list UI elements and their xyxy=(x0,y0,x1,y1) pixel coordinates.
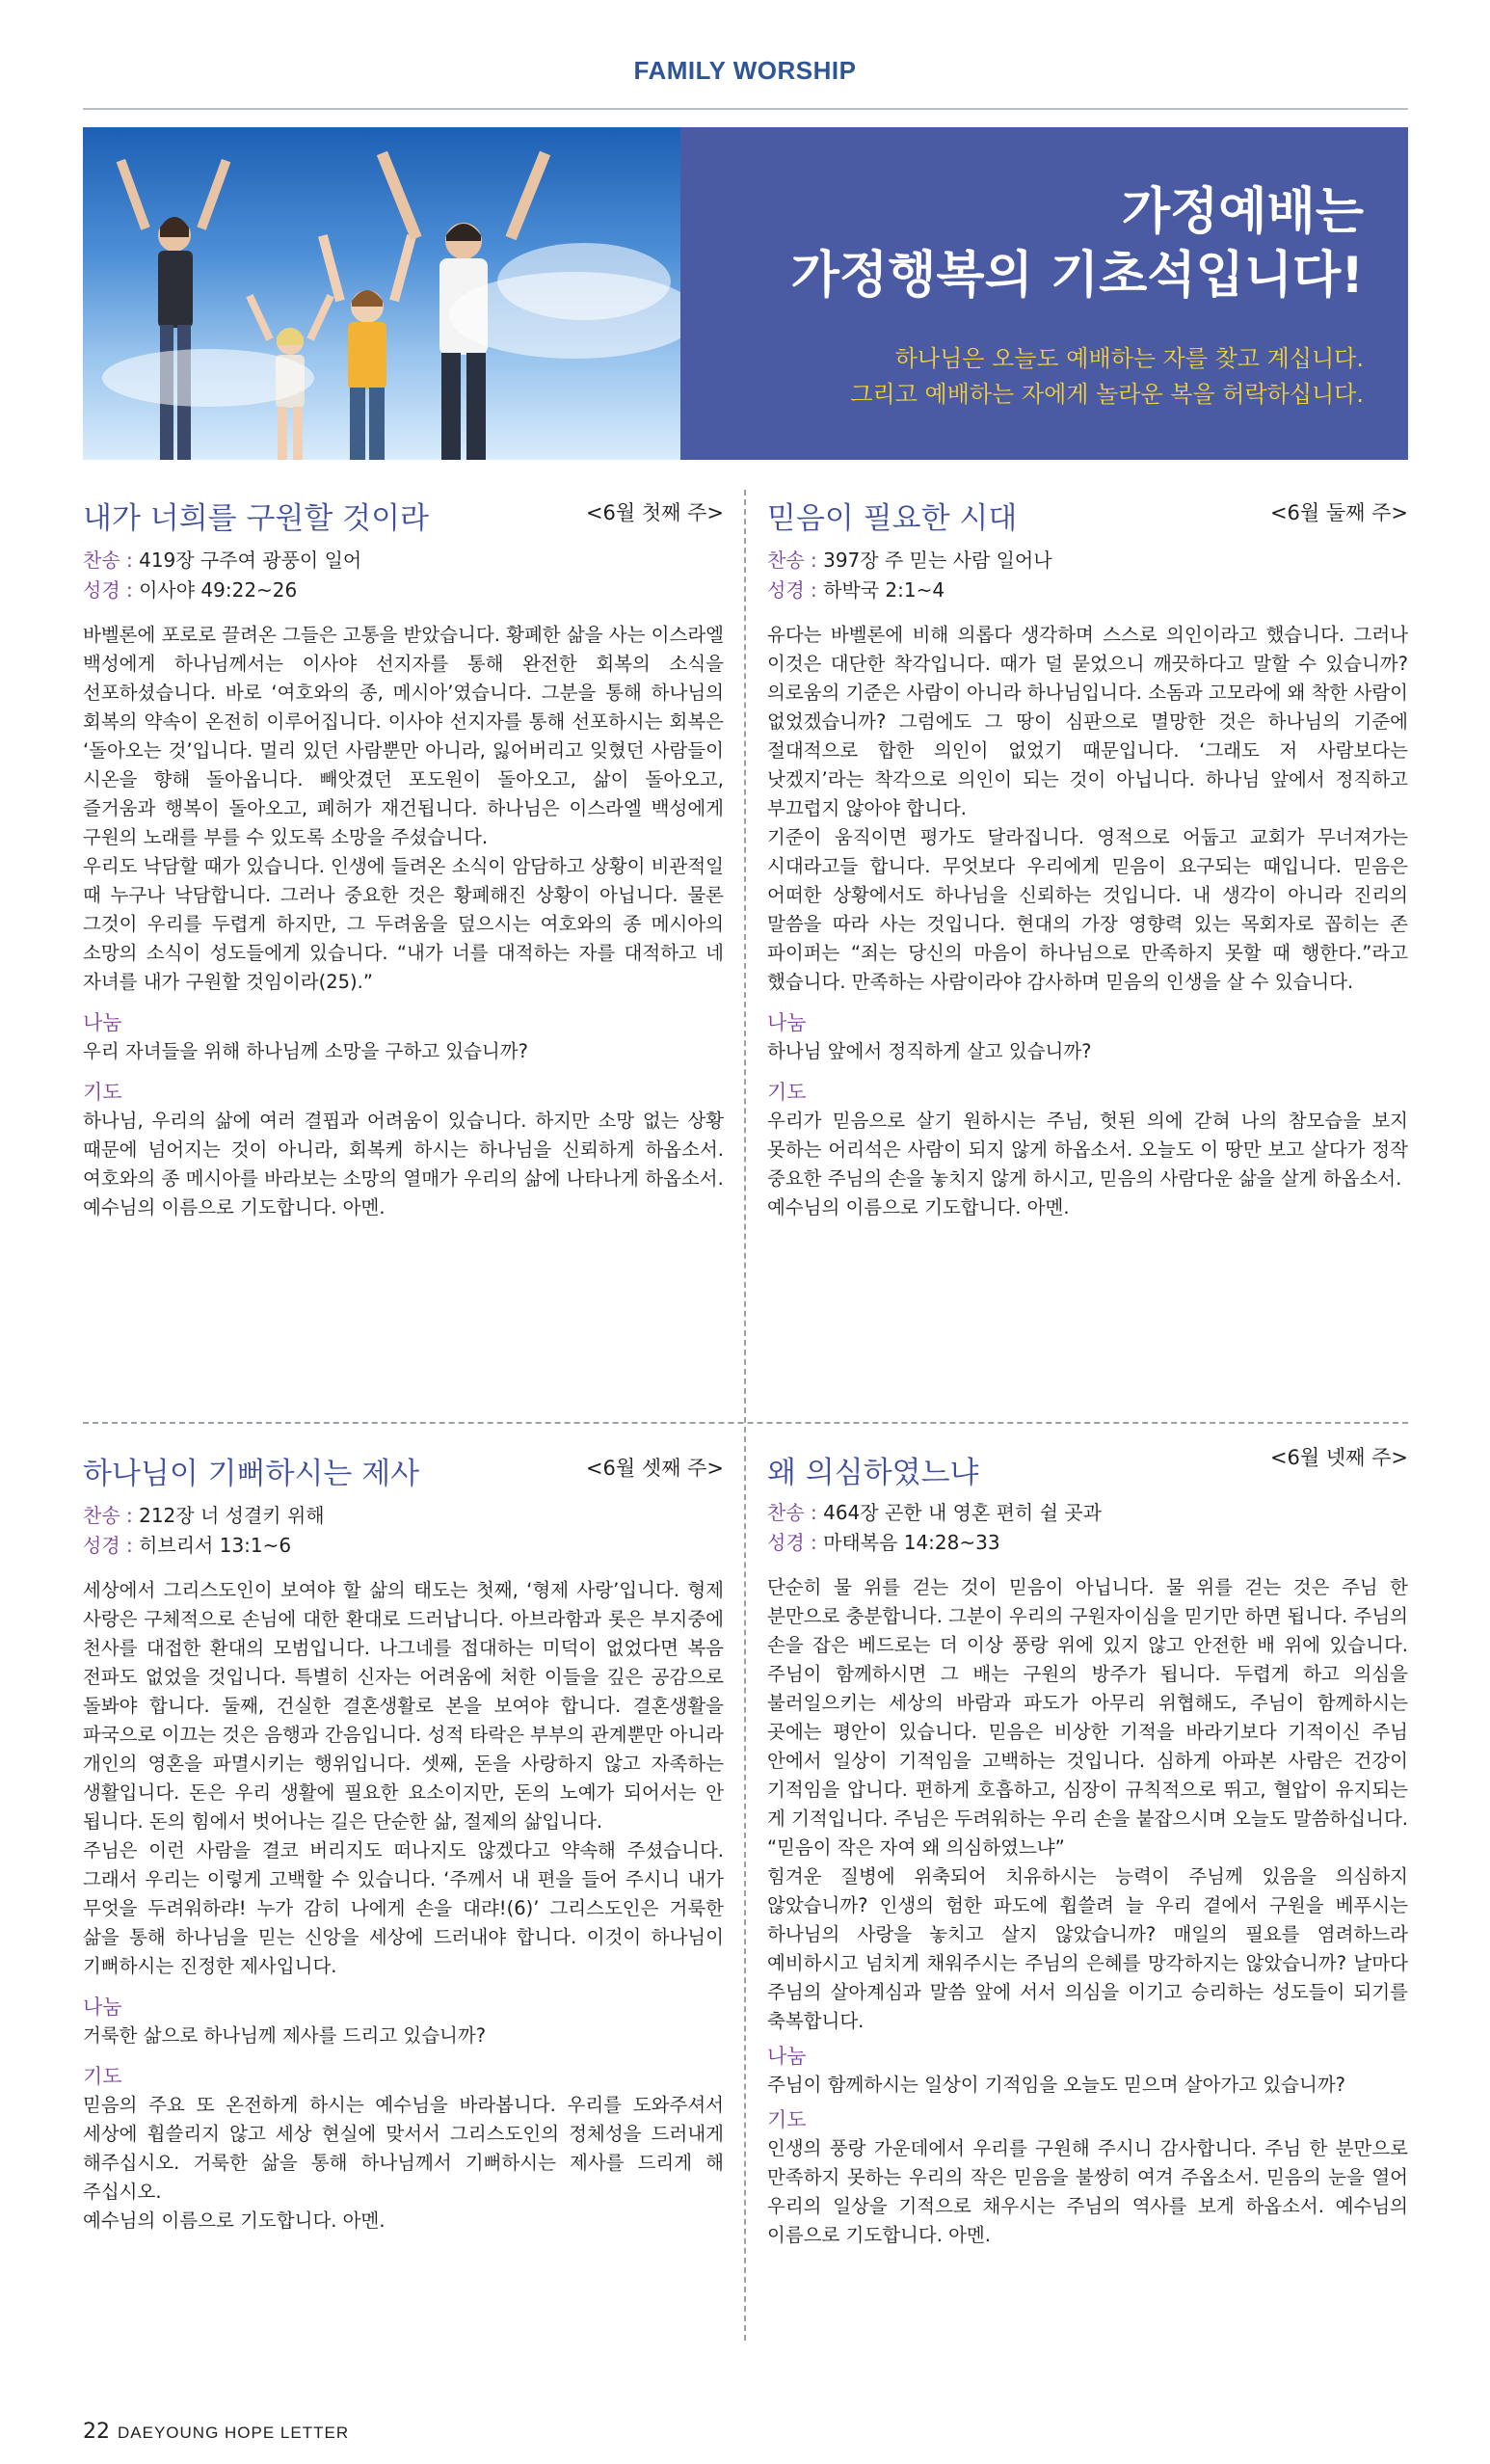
devotion-body xyxy=(83,621,724,997)
hymn-label: 찬송 : xyxy=(767,549,824,572)
header-divider xyxy=(83,108,1408,110)
scripture-label: 성경 : xyxy=(83,1534,140,1557)
banner-title xyxy=(791,180,1364,308)
prayer-heading: 기도 xyxy=(767,2108,807,2131)
banner-text-panel xyxy=(680,127,1408,460)
prayer-text xyxy=(83,2091,724,2236)
prayer-line: 인생의 풍랑 가운데에서 우리를 구원해 주시니 감사합니다. 주님 한 분만으로 만족하지 못하는 우리의 작은 믿음을 불쌍히 여겨 주옵소서. 믿음의 눈을 열어 우리의 일상을 기적으로 채우시는 주님의 역사를 보게 하옵소서. 예수님의 이름으로 기도합니다. 아멘. xyxy=(767,2137,1408,2246)
banner-subtitle xyxy=(850,341,1364,413)
prayer-heading: 기도 xyxy=(83,2065,122,2088)
devotion-title: 내가 너희를 구원할 것이라 xyxy=(83,501,429,536)
share-heading: 나눔 xyxy=(767,2045,807,2068)
share-heading: 나눔 xyxy=(83,1995,122,2019)
banner xyxy=(83,127,1408,460)
body-paragraph: 힘겨운 질병에 위축되어 치유하시는 능력이 주님께 있음을 의심하지 않았습니까? 인생의 험한 파도에 휩쓸려 늘 우리 곁에서 구원을 베푸시는 하나님의 사랑을 놓치고 살지 않았습니까? 매일의 필요를 염려하느라 예비하시고 넘치게 채워주시는 주님의 은혜를 망각하지는 않았습니까? 날마다 주님의 살아계심과 말씀 앞에 서서 의심을 이기고 승리하는 성도들이 되기를 축복합니다. xyxy=(767,1865,1408,2032)
banner-photo xyxy=(83,127,680,460)
prayer-text xyxy=(767,1107,1408,1222)
publication-name: DAEYOUNG HOPE LETTER xyxy=(118,2424,350,2442)
share-text: 우리 자녀들을 위해 하나님께 소망을 구하고 있습니까? xyxy=(83,1040,528,1062)
devotion-week2 xyxy=(767,494,1408,1222)
prayer-line: 예수님의 이름으로 기도합니다. 아멘. xyxy=(767,1196,1070,1219)
body-paragraph: 기준이 움직이면 평가도 달라집니다. 영적으로 어둡고 교회가 무너져가는 시대라고들 합니다. 무엇보다 우리에게 믿음이 요구되는 때입니다. 믿음은 어떠한 상황에서도 하나님을 신뢰하는 것입니다. 내 생각이 아니라 진리의 말씀을 따라 사는 것입니다. 현대의 가장 영향력 있는 목회자로 꼽히는 존 파이퍼는 “죄는 당신의 마음이 하나님으로 만족하지 못할 때 행한다.”라고 했습니다. 만족하는 사람이라야 감사하며 믿음의 인생을 살 수 있습니다. xyxy=(767,826,1408,993)
column-divider xyxy=(744,490,746,2341)
devotion-meta xyxy=(83,1501,724,1561)
devotion-meta xyxy=(83,546,724,605)
devotion-week-label: <6월 넷째 주> xyxy=(1269,1446,1408,1469)
devotion-title: 하나님이 기뻐하시는 제사 xyxy=(83,1457,420,1491)
devotion-meta xyxy=(767,1498,1408,1558)
section-header-label: FAMILY WORSHIP xyxy=(633,56,857,85)
banner-title-line1: 가정예배는 xyxy=(1121,183,1364,241)
hymn-value: 464장 곤한 내 영혼 편히 쉴 곳과 xyxy=(823,1501,1102,1524)
prayer-heading: 기도 xyxy=(767,1081,807,1104)
devotion-week-label: <6월 둘째 주> xyxy=(1269,501,1408,524)
devotion-body xyxy=(83,1576,724,1981)
share-text: 거룩한 삶으로 하나님께 제사를 드리고 있습니까? xyxy=(83,2024,487,2047)
scripture-label: 성경 : xyxy=(83,578,140,602)
devotion-week3 xyxy=(83,1449,724,2236)
page-footer xyxy=(83,2420,349,2444)
devotion-body xyxy=(767,621,1408,997)
prayer-line: 하나님, 우리의 삶에 여러 결핍과 어려움이 있습니다. 하지만 소망 없는 상황 때문에 넘어지는 것이 아니라, 회복케 하시는 하나님을 신뢰하게 하옵소서. 여호와의 종 메시아를 바라보는 소망의 열매가 우리의 삶에 나타나게 하옵소서. xyxy=(83,1110,724,1190)
banner-subtitle-line2: 그리고 예배하는 자에게 놀라운 복을 허락하십니다. xyxy=(850,381,1364,408)
scripture-value: 하박국 2:1~4 xyxy=(823,578,945,602)
prayer-line: 예수님의 이름으로 기도합니다. 아멘. xyxy=(83,1196,386,1219)
share-text: 주님이 함께하시는 일상이 기적임을 오늘도 믿으며 살아가고 있습니까? xyxy=(767,2074,1346,2096)
devotion-title: 믿음이 필요한 시대 xyxy=(767,501,1018,536)
devotion-week1 xyxy=(83,494,724,1222)
scripture-value: 히브리서 13:1~6 xyxy=(139,1534,292,1557)
share-text: 하나님 앞에서 정직하게 살고 있습니까? xyxy=(767,1040,1092,1062)
prayer-line: 믿음의 주요 또 온전하게 하시는 예수님을 바라봅니다. 우리를 도와주셔서 세상에 휩쓸리지 않고 세상 현실에 맞서서 그리스도인의 정체성을 드러내게 해주십시오. 거룩한 삶을 통해 하나님께서 기뻐하시는 제사를 드리게 해 주십시오. xyxy=(83,2094,724,2203)
body-paragraph: 주님은 이런 사람을 결코 버리지도 떠나지도 않겠다고 약속해 주셨습니다. 그래서 우리는 이렇게 고백할 수 있습니다. ‘주께서 내 편을 들어 주시니 내가 무엇을 두려워하랴! 누가 감히 나에게 손을 대랴!(6)’ 그리스도인은 거룩한 삶을 통해 하나님을 믿는 신앙을 세상에 드러내야 합니다. 이것이 하나님이 기뻐하시는 진정한 제사입니다. xyxy=(83,1839,724,1977)
prayer-text xyxy=(767,2134,1408,2250)
hymn-value: 397장 주 믿는 사람 일어나 xyxy=(823,549,1052,572)
prayer-heading: 기도 xyxy=(83,1081,122,1104)
body-paragraph: 유다는 바벨론에 비해 의롭다 생각하며 스스로 의인이라고 했습니다. 그러나 이것은 대단한 착각입니다. 때가 덜 묻었으니 깨끗하다고 말할 수 있습니까? 의로움의 기준은 사람이 아니라 하나님입니다. 소돔과 고모라에 왜 착한 사람이 없었겠습니까? 그럼에도 그 땅이 심판으로 멸망한 것은 하나님의 기준에 절대적으로 합한 의인이 없었기 때문입니다. ‘그래도 저 사람보다는 낫겠지’라는 착각으로 의인이 되는 것이 아닙니다. 하나님 앞에서 정직하고 부끄럽지 않아야 합니다. xyxy=(767,624,1408,819)
devotion-week-label: <6월 셋째 주> xyxy=(585,1457,724,1480)
banner-title-line2: 가정행복의 기초석입니다! xyxy=(790,247,1364,305)
devotion-title: 왜 의심하였느냐 xyxy=(767,1456,979,1490)
prayer-text xyxy=(83,1107,724,1222)
devotion-body xyxy=(767,1573,1408,2036)
share-heading: 나눔 xyxy=(83,1011,122,1034)
body-paragraph: 세상에서 그리스도인이 보여야 할 삶의 태도는 첫째, ‘형제 사랑’입니다. 형제 사랑은 구체적으로 손님에 대한 환대로 드러납니다. 아브라함과 롯은 부지중에 천사를 대접한 환대의 모범입니다. 나그네를 접대하는 미덕이 없었다면 복음 전파도 없었을 것입니다. 특별히 신자는 어려움에 처한 이들을 깊은 공감으로 돌봐야 합니다. 둘째, 건실한 결혼생활로 본을 보여야 합니다. 결혼생활을 파국으로 이끄는 것은 음행과 간음입니다. 성적 타락은 부부의 관계뿐만 아니라 개인의 영혼을 파멸시키는 행위입니다. 셋째, 돈을 사랑하지 않고 자족하는 생활입니다. 돈은 우리 생활에 필요한 요소이지만, 돈의 노예가 되어서는 안 됩니다. 돈의 힘에서 벗어나는 길은 단순한 삶, 절제의 삶입니다. xyxy=(83,1579,724,1833)
hymn-value: 419장 구주여 광풍이 일어 xyxy=(139,549,362,572)
banner-subtitle-line1: 하나님은 오늘도 예배하는 자를 찾고 계십니다. xyxy=(894,345,1364,372)
body-paragraph: 우리도 낙담할 때가 있습니다. 인생에 들려온 소식이 암담하고 상황이 비관적일 때 누구나 낙담합니다. 그러나 중요한 것은 황폐해진 상황이 아닙니다. 물론 그것이 우리를 두렵게 하지만, 그 두려움을 덮으시는 여호와의 종 메시아의 소망의 소식이 성도들에게 있습니다. “내가 너를 대적하는 자를 대적하고 네 자녀를 내가 구원할 것임이라(25).” xyxy=(83,855,724,993)
scripture-value: 이사야 49:22~26 xyxy=(139,578,298,602)
page-number: 22 xyxy=(83,2420,110,2444)
row-divider xyxy=(83,1422,1408,1424)
hymn-label: 찬송 : xyxy=(83,1504,140,1527)
prayer-line: 예수님의 이름으로 기도합니다. 아멘. xyxy=(83,2210,386,2232)
devotion-week4 xyxy=(767,1438,1408,2250)
devotion-meta xyxy=(767,546,1408,605)
scripture-value: 마태복음 14:28~33 xyxy=(823,1531,1000,1554)
scripture-label: 성경 : xyxy=(767,1531,824,1554)
body-paragraph: 바벨론에 포로로 끌려온 그들은 고통을 받았습니다. 황폐한 삶을 사는 이스라엘 백성에게 하나님께서는 이사야 선지자를 통해 완전한 회복의 소식을 선포하셨습니다. 바로 ‘여호와의 종, 메시아’였습니다. 그분을 통해 하나님의 회복의 약속이 온전히 이루어집니다. 이사야 선지자를 통해 선포하시는 회복은 ‘돌아오는 것’입니다. 멀리 있던 사람뿐만 아니라, 잃어버리고 잊혔던 사람들이 시온을 향해 돌아옵니다. 빼앗겼던 포도원이 돌아오고, 삶이 돌아오고, 즐거움과 행복이 돌아오고, 폐허가 재건됩니다. 하나님은 이스라엘 백성에게 구원의 노래를 부를 수 있도록 소망을 주셨습니다. xyxy=(83,624,724,848)
share-heading: 나눔 xyxy=(767,1011,807,1034)
body-paragraph: 단순히 물 위를 걷는 것이 믿음이 아닙니다. 물 위를 걷는 것은 주님 한 분만으로 충분합니다. 그분이 우리의 구원자이심을 믿기만 하면 됩니다. 주님의 손을 잡은 베드로는 더 이상 풍랑 위에 있지 않고 안전한 배 위에 있습니다. 주님이 함께하시면 그 배는 구원의 방주가 됩니다. 두렵게 하고 의심을 불러일으키는 세상의 바람과 파도가 아무리 위협해도, 주님이 함께하시는 곳에는 평안이 있습니다. 믿음은 비상한 기적을 바라기보다 기적이신 주님 안에서 일상이 기적임을 고백하는 것입니다. 심하게 아파본 사람은 건강이 기적임을 압니다. 편하게 호흡하고, 심장이 규칙적으로 뛰고, 혈압이 유지되는 게 기적입니다. 주님은 두려워하는 우리 손을 붙잡으시며 오늘도 말씀하십니다. “믿음이 작은 자여 왜 의심하였느냐” xyxy=(767,1576,1408,1859)
hymn-value: 212장 너 성결키 위해 xyxy=(139,1504,325,1527)
scripture-label: 성경 : xyxy=(767,578,824,602)
prayer-line: 우리가 믿음으로 살기 원하시는 주님, 헛된 의에 갇혀 나의 참모습을 보지 못하는 어리석은 사람이 되지 않게 하옵소서. 오늘도 이 땅만 보고 살다가 정작 중요한 주님의 손을 놓치지 않게 하시고, 믿음의 사람다운 삶을 살게 하옵소서. xyxy=(767,1110,1408,1190)
hymn-label: 찬송 : xyxy=(767,1501,824,1524)
devotion-week-label: <6월 첫째 주> xyxy=(585,501,724,524)
hymn-label: 찬송 : xyxy=(83,549,140,572)
